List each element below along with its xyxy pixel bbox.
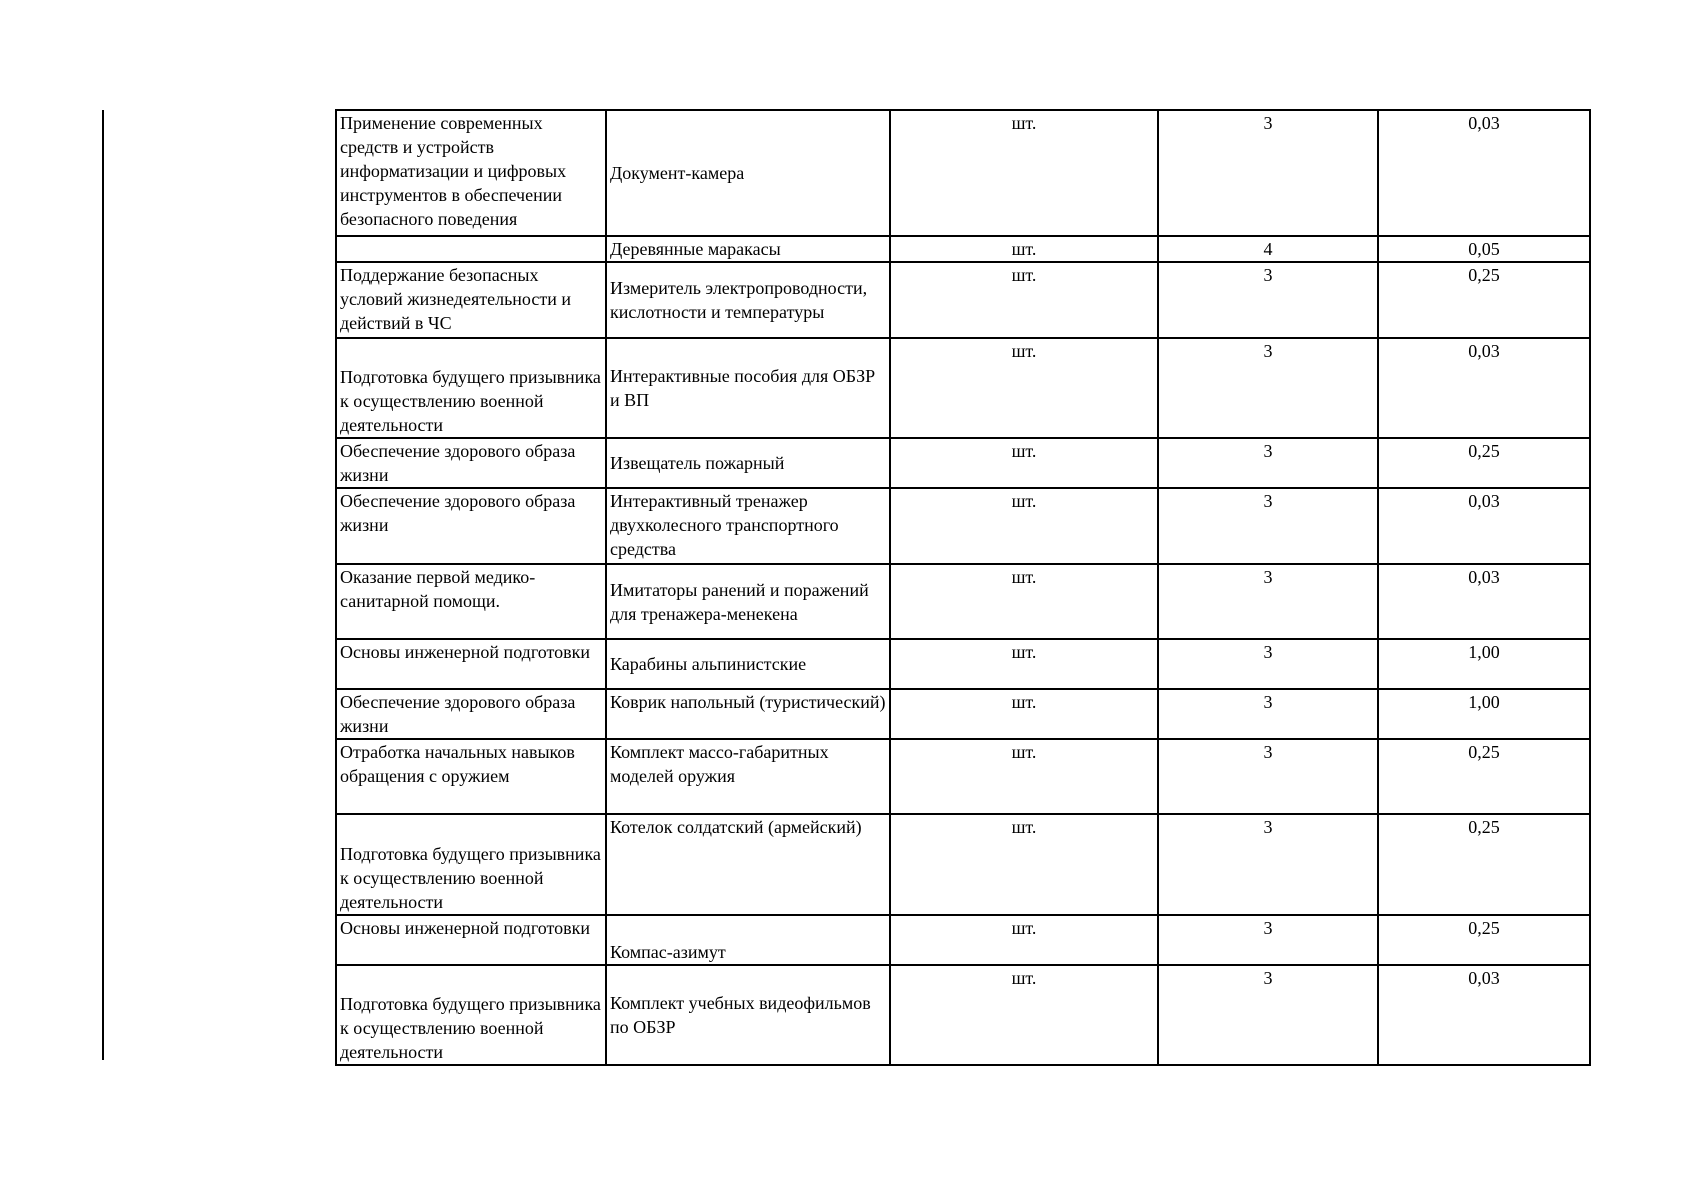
item-cell: Коврик напольный (туристический)	[606, 689, 890, 739]
left-margin-rule	[102, 110, 104, 1060]
unit-cell: шт.	[890, 564, 1158, 639]
item-cell: Комплект массо-габаритных моделей оружия	[606, 739, 890, 814]
table-row	[336, 564, 1590, 639]
unit-cell: шт.	[890, 965, 1158, 1065]
quantity-cell: 3	[1158, 488, 1378, 564]
table-row	[336, 262, 1590, 338]
unit-cell: шт.	[890, 639, 1158, 689]
table-row	[336, 236, 1590, 262]
rate-cell: 0,25	[1378, 262, 1590, 338]
table-row	[336, 110, 1590, 236]
topic-cell: Отработка начальных навыков обращения с оружием	[336, 739, 606, 814]
table-row	[336, 639, 1590, 689]
item-cell: Компас-азимут	[606, 915, 890, 965]
unit-cell: шт.	[890, 110, 1158, 236]
item-cell: Извещатель пожарный	[606, 438, 890, 488]
item-cell: Котелок солдатский (армейский)	[606, 814, 890, 915]
unit-cell: шт.	[890, 814, 1158, 915]
equipment-table	[335, 109, 1591, 1066]
quantity-cell: 3	[1158, 915, 1378, 965]
unit-cell: шт.	[890, 689, 1158, 739]
topic-cell: Основы инженерной подготовки	[336, 639, 606, 689]
item-cell: Комплект учебных видеофильмов по ОБЗР	[606, 965, 890, 1065]
table-row	[336, 338, 1590, 438]
quantity-cell: 3	[1158, 564, 1378, 639]
topic-cell: Оказание первой медико-санитарной помощи.	[336, 564, 606, 639]
item-cell: Измеритель электропроводности, кислотности и температуры	[606, 262, 890, 338]
quantity-cell: 3	[1158, 338, 1378, 438]
topic-cell: Обеспечение здорового образа жизни	[336, 488, 606, 564]
topic-cell: Подготовка будущего призывника к осуществлению военной деятельности	[336, 814, 606, 915]
rate-cell: 0,25	[1378, 814, 1590, 915]
rate-cell: 0,03	[1378, 488, 1590, 564]
item-cell: Интерактивные пособия для ОБЗР и ВП	[606, 338, 890, 438]
item-cell: Документ-камера	[606, 110, 890, 236]
rate-cell: 0,05	[1378, 236, 1590, 262]
table-row	[336, 689, 1590, 739]
topic-cell: Поддержание безопасных условий жизнедеятельности и действий в ЧС	[336, 262, 606, 338]
topic-cell: Подготовка будущего призывника к осуществлению военной деятельности	[336, 338, 606, 438]
rate-cell: 0,25	[1378, 739, 1590, 814]
topic-cell: Обеспечение здорового образа жизни	[336, 438, 606, 488]
topic-cell: Применение современных средств и устройств информатизации и цифровых инструментов в обеспечении безопасного поведения	[336, 110, 606, 236]
topic-cell	[336, 236, 606, 262]
topic-cell: Подготовка будущего призывника к осуществлению военной деятельности	[336, 965, 606, 1065]
item-cell: Интерактивный тренажер двухколесного транспортного средства	[606, 488, 890, 564]
unit-cell: шт.	[890, 915, 1158, 965]
quantity-cell: 3	[1158, 689, 1378, 739]
table-row	[336, 965, 1590, 1065]
table-row	[336, 814, 1590, 915]
quantity-cell: 3	[1158, 639, 1378, 689]
topic-cell: Основы инженерной подготовки	[336, 915, 606, 965]
quantity-cell: 3	[1158, 739, 1378, 814]
quantity-cell: 3	[1158, 965, 1378, 1065]
rate-cell: 1,00	[1378, 689, 1590, 739]
item-cell: Деревянные маракасы	[606, 236, 890, 262]
item-cell: Карабины альпинистские	[606, 639, 890, 689]
quantity-cell: 3	[1158, 438, 1378, 488]
rate-cell: 0,03	[1378, 338, 1590, 438]
table-row	[336, 438, 1590, 488]
quantity-cell: 4	[1158, 236, 1378, 262]
unit-cell: шт.	[890, 236, 1158, 262]
unit-cell: шт.	[890, 488, 1158, 564]
unit-cell: шт.	[890, 438, 1158, 488]
unit-cell: шт.	[890, 338, 1158, 438]
rate-cell: 1,00	[1378, 639, 1590, 689]
table-row	[336, 739, 1590, 814]
topic-cell: Обеспечение здорового образа жизни	[336, 689, 606, 739]
quantity-cell: 3	[1158, 262, 1378, 338]
unit-cell: шт.	[890, 262, 1158, 338]
rate-cell: 0,03	[1378, 110, 1590, 236]
quantity-cell: 3	[1158, 814, 1378, 915]
rate-cell: 0,03	[1378, 965, 1590, 1065]
rate-cell: 0,25	[1378, 915, 1590, 965]
item-cell: Имитаторы ранений и поражений для тренажера-менекена	[606, 564, 890, 639]
unit-cell: шт.	[890, 739, 1158, 814]
rate-cell: 0,03	[1378, 564, 1590, 639]
table-row	[336, 915, 1590, 965]
quantity-cell: 3	[1158, 110, 1378, 236]
rate-cell: 0,25	[1378, 438, 1590, 488]
table-row	[336, 488, 1590, 564]
